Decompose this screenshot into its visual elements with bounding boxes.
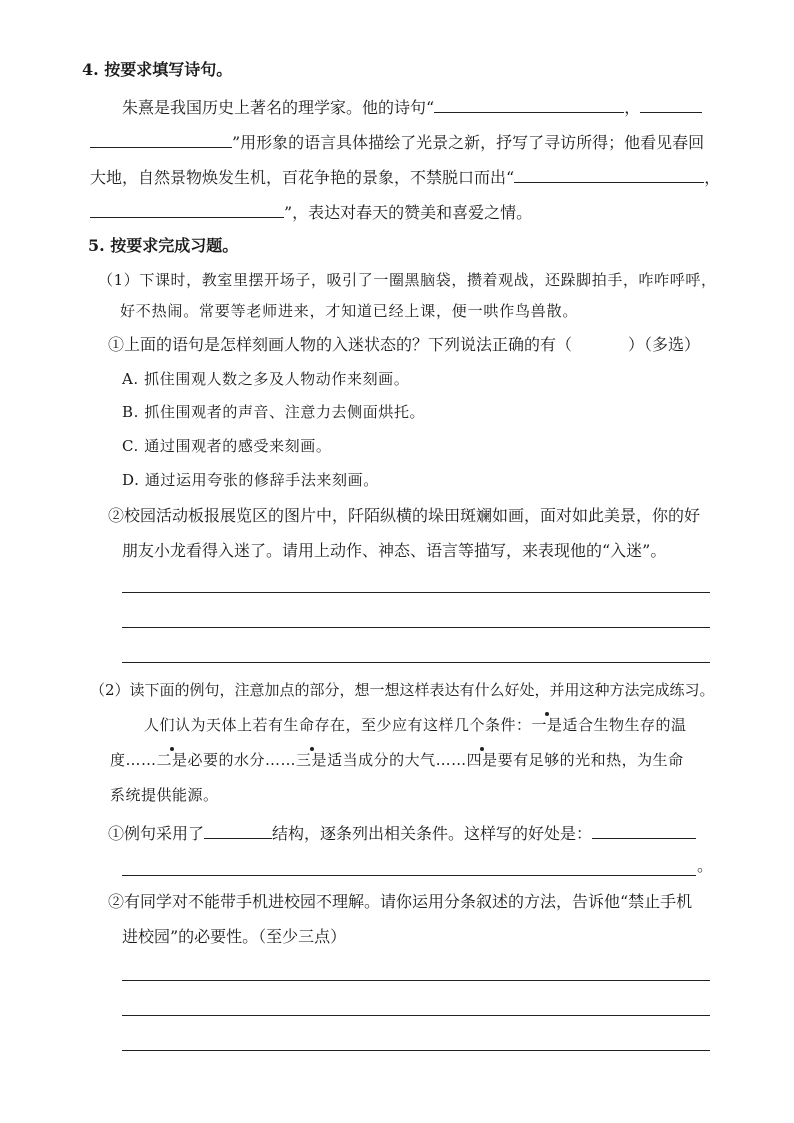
example-text-2c: 适当成分的大气…… — [327, 751, 467, 769]
p1-q1-multi: ）（多选） — [628, 335, 701, 354]
example-text-2a: 度…… — [110, 751, 157, 769]
p1-q2-line-1: ②校园活动板报展览区的图片中，阡陌纵横的垛田斑斓如画，面对如此美景，你的好 — [108, 506, 701, 525]
q4-line-1 — [122, 98, 702, 116]
poem-blank-3[interactable] — [90, 133, 232, 148]
option-a: A. 抓住围观人数之多及人物动作来刻画。 — [122, 370, 410, 388]
answer-line-6[interactable] — [122, 1050, 710, 1051]
benefit-answer-line[interactable] — [122, 875, 696, 876]
p2-heading: （2）读下面的例句，注意加点的部分，想一想这样表达有什么好处，并用这种方法完成练习。 — [90, 681, 715, 699]
p1-q1-text: ①上面的语句是怎样刻画人物的入迷状态的？下列说法正确的有（ — [108, 335, 573, 354]
q4-text-3: 大地，自然景物焕发生机，百花争艳的景象，不禁脱口而出“ — [90, 168, 515, 187]
q4-comma-2: ， — [704, 168, 721, 187]
p1-line-2: 好不热闹。常要等老师进来，才知道已经上课，便一哄作鸟兽散。 — [120, 302, 579, 320]
example-text-2d: 要有足够的光和热，为生命 — [497, 751, 684, 769]
p2-q1-text-b: 结构，逐条列出相关条件。这样写的好处是： — [272, 824, 593, 843]
example-text-2b: 必要的水分…… — [187, 751, 297, 769]
benefit-blank[interactable] — [592, 824, 696, 839]
q4-text-2: ”用形象的语言具体描绘了光景之新，抒写了寻访所得；他看见春回 — [232, 133, 705, 152]
option-d: D. 通过运用夸张的修辞手法来刻画。 — [122, 471, 379, 489]
option-b: B. 抓住围观者的声音、注意力去侧面烘托。 — [122, 403, 426, 421]
p2-q2-line-2: 进校园”的必要性。（至少三点） — [122, 927, 347, 946]
poem-blank-4[interactable] — [514, 168, 704, 183]
dotted-phrase-3: 三是 — [296, 751, 328, 769]
answer-line-4[interactable] — [122, 980, 710, 981]
p1-q2-line-2: 朋友小龙看得入迷了。请用上动作、神态、语言等描写，来表现他的“入迷”。 — [122, 541, 667, 560]
answer-line-3[interactable] — [122, 662, 710, 663]
example-text-1b: 适合生物生存的温 — [562, 716, 687, 734]
p1-line-1: （1）下课时，教室里摆开场子，吸引了一圈黑脑袋，攒着观战，还跺脚拍手，咋咋呼呼， — [98, 271, 717, 289]
p2-q1-line-1 — [108, 824, 696, 842]
example-text-1a: 人们认为天体上若有生命存在，至少应有这样几个条件： — [144, 716, 532, 734]
p2-q1-text-a: ①例句采用了 — [108, 824, 205, 843]
q4-heading: 4. 按要求填写诗句。 — [82, 60, 233, 79]
q4-line-2 — [90, 133, 704, 151]
q4-line-3 — [90, 168, 720, 186]
q5-heading: 5. 按要求完成习题。 — [88, 236, 239, 255]
poem-blank-5[interactable] — [90, 203, 284, 218]
p2-q2-line-1: ②有同学对不能带手机进校园不理解。请你运用分条叙述的方法，告诉他“禁止手机 — [108, 892, 693, 911]
period-mark: 。 — [697, 856, 714, 875]
example-line-1 — [144, 718, 687, 733]
dotted-phrase-2: 二是 — [156, 751, 188, 769]
dotted-phrase-4: 四是 — [466, 751, 498, 769]
answer-line-2[interactable] — [122, 627, 710, 628]
q4-text-4: ”，表达对春天的赞美和喜爱之情。 — [284, 203, 533, 222]
example-line-2 — [110, 753, 684, 768]
poem-blank-1[interactable] — [434, 98, 624, 113]
example-line-3: 系统提供能源。 — [110, 786, 219, 804]
option-c: C. 通过围观者的感受来刻画。 — [122, 437, 332, 455]
q4-line-4 — [90, 203, 532, 221]
q4-comma-1: ， — [624, 98, 641, 117]
answer-line-5[interactable] — [122, 1015, 710, 1016]
dotted-phrase-1: 一是 — [531, 716, 563, 734]
structure-blank[interactable] — [204, 824, 272, 839]
answer-line-1[interactable] — [122, 592, 710, 593]
q4-text-1: 朱熹是我国历史上著名的理学家。他的诗句“ — [122, 98, 435, 117]
poem-blank-2[interactable] — [640, 98, 702, 113]
p1-q1 — [108, 337, 700, 353]
